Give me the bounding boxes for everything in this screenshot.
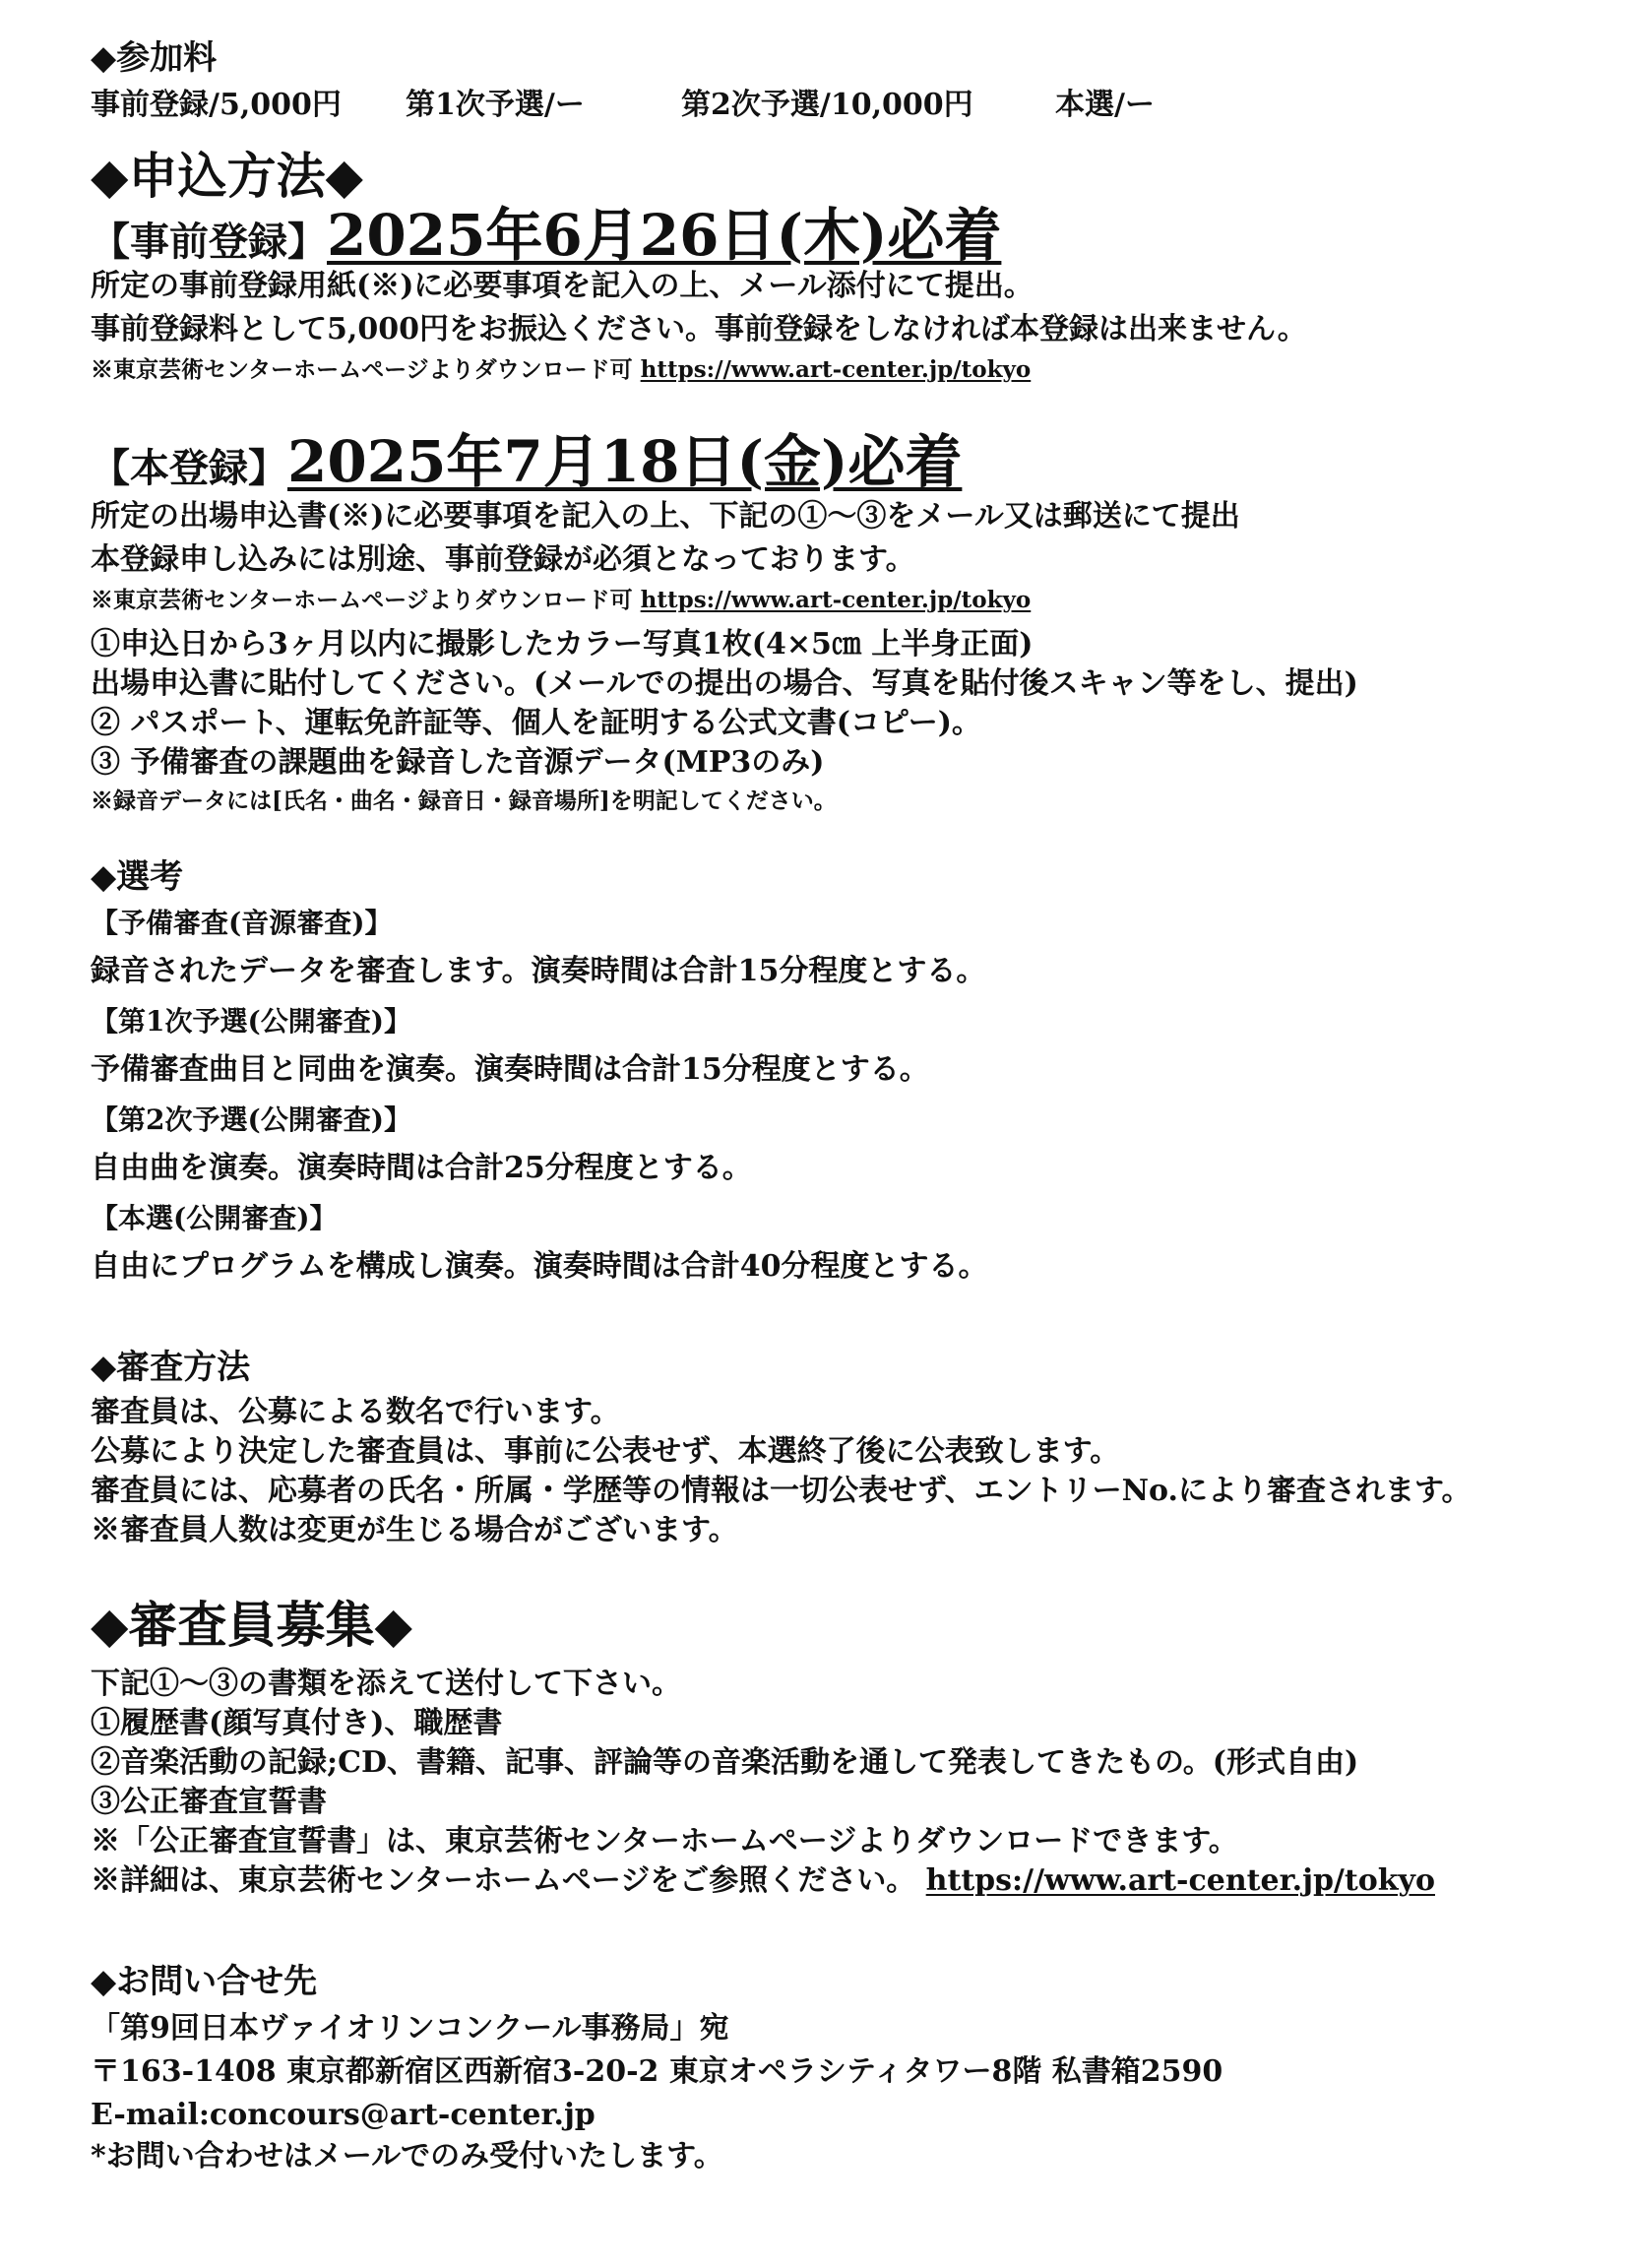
- recruit-heading: ◆審査員募集◆: [91, 1596, 412, 1654]
- main-registration-line: 所定の出場申込書(※)に必要事項を記入の上、下記の①～③をメール又は郵送にて提出: [91, 499, 1240, 534]
- pre-registration-line: 事前登録料として5,000円をお振込ください。事前登録をしなければ本登録は出来ません。: [91, 312, 1307, 346]
- stage-description: 録音されたデータを審査します。演奏時間は合計15分程度とする。: [91, 954, 986, 988]
- method-line: 審査員は、公募による数名で行います。: [91, 1395, 620, 1429]
- main-registration-label: 【本登録】: [91, 445, 287, 491]
- fee-first-round: 第1次予選/ー: [406, 88, 585, 122]
- fee-second-round: 第2次予選/10,000円: [681, 88, 973, 122]
- main-registration-line: 本登録申し込みには別途、事前登録が必須となっております。: [91, 542, 915, 577]
- required-item: ③ 予備審査の課題曲を録音した音源データ(MP3のみ): [91, 745, 825, 780]
- recruit-details-line: [91, 1863, 1435, 1898]
- method-line: 審査員には、応募者の氏名・所属・学歴等の情報は一切公表せず、エントリーNo.により審査されます。: [91, 1474, 1472, 1508]
- stage-title: 【第2次予選(公開審査)】: [91, 1103, 411, 1136]
- main-registration-deadline: 2025年7月18日(金)必着: [287, 428, 963, 495]
- download-note: ※東京芸術センターホームページよりダウンロード可: [91, 587, 633, 613]
- apply-heading: ◆申込方法◆: [91, 147, 363, 205]
- selection-heading: ◆選考: [91, 857, 184, 897]
- contact-note: *お問い合わせはメールでのみ受付いたします。: [91, 2139, 723, 2174]
- recruit-line: 下記①～③の書類を添えて送付して下さい。: [91, 1667, 681, 1701]
- method-line: ※審査員人数は変更が生じる場合がございます。: [91, 1513, 738, 1547]
- stage-title: 【第1次予選(公開審査)】: [91, 1005, 411, 1038]
- recording-note: ※録音データには[氏名・曲名・録音日・録音場所]を明記してください。: [91, 788, 837, 814]
- recruit-line: ③公正審査宣誓書: [91, 1785, 327, 1819]
- recruit-details-text: ※詳細は、東京芸術センターホームページをご参照ください。: [91, 1863, 916, 1898]
- pre-registration-line: 所定の事前登録用紙(※)に必要事項を記入の上、メール添付にて提出。: [91, 269, 1034, 303]
- details-link[interactable]: https://www.art-center.jp/tokyo: [925, 1863, 1435, 1898]
- stage-title: 【本選(公開審査)】: [91, 1202, 338, 1234]
- recruit-line: ※「公正審査宣誓書」は、東京芸術センターホームページよりダウンロードできます。: [91, 1824, 1238, 1858]
- required-item: ①申込日から3ヶ月以内に撮影したカラー写真1枚(4×5㎝ 上半身正面): [91, 627, 1034, 662]
- download-note: ※東京芸術センターホームページよりダウンロード可: [91, 356, 633, 383]
- recruit-line: ①履歴書(顔写真付き)、職歴書: [91, 1706, 503, 1740]
- method-heading: ◆審査方法: [91, 1348, 251, 1387]
- required-item: 出場申込書に貼付してください。(メールでの提出の場合、写真を貼付後スキャン等をし、提出): [91, 666, 1358, 701]
- stage-description: 自由曲を演奏。演奏時間は合計25分程度とする。: [91, 1151, 752, 1185]
- stage-description: 予備審査曲目と同曲を演奏。演奏時間は合計15分程度とする。: [91, 1052, 929, 1087]
- pre-registration-note: [91, 358, 1031, 381]
- method-line: 公募により決定した審査員は、事前に公表せず、本選終了後に公表致します。: [91, 1434, 1120, 1469]
- contact-heading: ◆お問い合せ先: [91, 1962, 318, 2001]
- fees-heading: ◆参加料: [91, 38, 218, 78]
- contact-address: 〒163-1408 東京都新宿区西新宿3-20-2 東京オペラシティタワー8階 私書箱2590: [91, 2054, 1223, 2089]
- fees-row: [91, 88, 1155, 122]
- download-link[interactable]: https://www.art-center.jp/tokyo: [640, 356, 1032, 383]
- fee-final: 本選/ー: [1055, 88, 1155, 122]
- pre-registration-deadline: 2025年6月26日(木)必着: [327, 202, 1002, 269]
- fee-pre-registration: 事前登録/5,000円: [91, 88, 342, 122]
- pre-registration-label: 【事前登録】: [91, 219, 327, 265]
- stage-description: 自由にプログラムを構成し演奏。演奏時間は合計40分程度とする。: [91, 1249, 988, 1284]
- main-registration-note: [91, 589, 1031, 611]
- recruit-line: ②音楽活動の記録;CD、書籍、記事、評論等の音楽活動を通して発表してきたもの。(形式自由): [91, 1745, 1359, 1780]
- stage-title: 【予備審査(音源審査)】: [91, 907, 393, 939]
- required-item: ② パスポート、運転免許証等、個人を証明する公式文書(コピー)。: [91, 706, 981, 740]
- contact-email[interactable]: E-mail:concours@art-center.jp: [91, 2098, 596, 2132]
- main-registration-deadline-line: [91, 428, 963, 495]
- pre-registration-deadline-line: [91, 202, 1002, 269]
- download-link[interactable]: https://www.art-center.jp/tokyo: [640, 587, 1032, 613]
- contact-line: 「第9回日本ヴァイオリンコンクール事務局」宛: [91, 2011, 729, 2046]
